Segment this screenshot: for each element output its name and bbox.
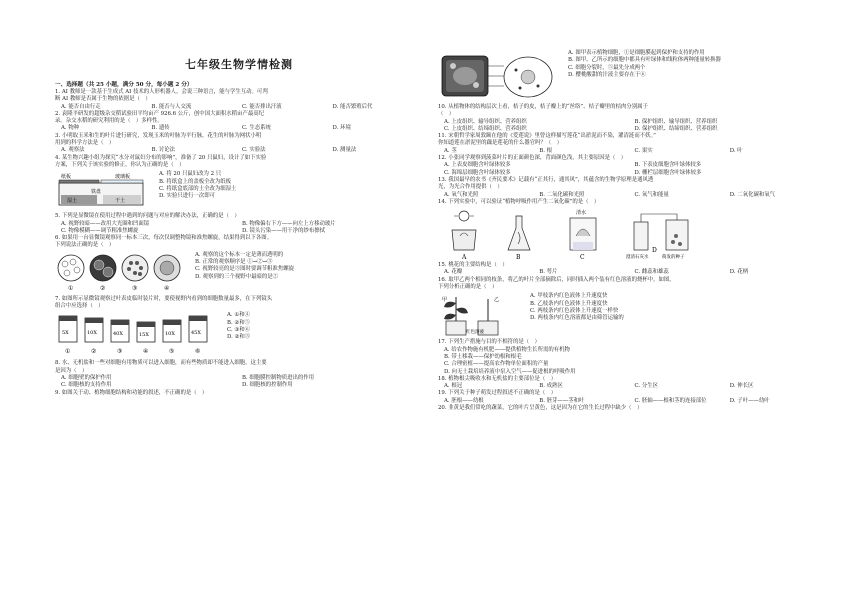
question-10: 10. 从植物体的结构层次上看，桔子的皮，桔子瓣上的“丝络”、桔子瓣里的桔肉分别属于 （ ） (438, 104, 648, 118)
question-17-option-b: B. 带土移栽——保护幼根和根毛 (444, 353, 522, 360)
question-2-options: A. 物种 B. 遗传 C. 生态系统 D. 环境 (61, 125, 351, 132)
question-9-options: A. 图甲表示植物细胞，①是细胞膜起到保护和支持的作用 B. 图甲、乙所示的细胞中都具有叶绿体和线粒体两种能量转换器 C. 细胞分裂时，⑤最先分成两个 D. 樱桃酸甜的汁液主要存在于⑥ (568, 50, 721, 78)
branch-beaker-figure (438, 293, 518, 337)
branch-with-leaves (444, 297, 468, 335)
lens-mag-5: 10X (165, 331, 175, 338)
question-20: 20. 韭黄是我们常吃的蔬菜，它的叶片呈黄色，这是因为在它的生长过程中缺少（ ） (438, 405, 643, 412)
question-5: 5. 下列是显微镜在使用过程中遇到的问题与对应的解决办法，正确的是（ ） (55, 213, 240, 220)
lens-mag-1: 5X (62, 330, 69, 337)
question-6-block (55, 252, 423, 294)
view-3 (122, 255, 148, 281)
question-14: 14. 下列实验中，可以验证“植物呼吸作用产生二氧化碳”的是（ ） (438, 198, 600, 205)
view-label-4: ④ (164, 284, 170, 292)
question-15-options: A. 花瓣 B. 萼片 C. 雌蕊和雄蕊 D. 花柄 (444, 269, 749, 276)
cell-diagram-figure (438, 50, 556, 102)
label-tray: 铁盘 (91, 189, 102, 196)
question-5-options-b: C. 物像模糊——调节粗准焦螺旋 D. 镜头污染——用干净的纱布擦拭 (61, 227, 326, 234)
view-1 (58, 255, 84, 281)
question-13-options: A. 氧气和光照 B. 二氧化碳和光照 C. 氧气和能量 D. 二氧化碳和氧气 (444, 191, 776, 198)
question-7: 7. 如图所示显微镜观察过叶表皮临时装片时，要使视野内看到的细胞数量最多，在下列镜头 组合中应选择（ ） (55, 295, 273, 310)
lens-num-3: ③ (117, 348, 123, 356)
question-12-options-a: A. 上表皮细胞含叶绿体较多 B. 下表皮细胞含叶绿体较多 (444, 162, 702, 169)
view-2 (90, 255, 116, 281)
page-title: 七年级生物学情检测 (185, 58, 293, 71)
question-2: 2. 袁隆平研发的超级杂交稻试验田平均亩产 926.6 公斤，创中国大面积水稻亩产最高纪 录。杂交水稻的研究利用的是（ ）多样性。 (55, 110, 264, 125)
setup-label-a: A (462, 254, 467, 262)
question-4: 4. 某生物兴趣小组为探究“水分对鼠妇分布的影响”，准备了 20 只鼠妇，设计了如下实验 方案，下列关于该实验的修正，你认为正确的是（ ） (55, 154, 267, 168)
label-sprouting-seeds: 萌发的种子 (662, 255, 685, 261)
lens-figure (55, 312, 215, 358)
right-column (438, 48, 825, 412)
lens-num-5: ⑤ (169, 348, 175, 356)
question-4-block (55, 171, 423, 211)
setup-label-c: C (580, 254, 585, 262)
question-17-option-d: D. 向无土栽培培养液中泵入空气——促进根的呼吸作用 (444, 368, 576, 375)
question-12-options-b: C. 海绵层细胞含叶绿体较多 D. 栅栏层细胞含叶绿体较多 (444, 169, 702, 176)
question-6: 6. 如果用一台显微镜观察同一标本三次，每次仅调整物镜和准焦螺旋，结果得到以下各图。 下列说法正确的是（ ） (55, 235, 273, 249)
view-label-3: ③ (132, 284, 138, 292)
question-10-options-a: A. 上皮组织、输导组织、营养组织 B. 保护组织、输导组织、营养组织 (444, 118, 718, 125)
question-17-option-a: A. 给农作物施有机肥——提供植物生长所需的有机物 (444, 346, 570, 353)
microscope-views-figure (55, 252, 183, 294)
label-paperboard: 纸板 (61, 174, 72, 181)
label-glass: 玻璃板 (115, 174, 131, 181)
setup-label-d: D (652, 247, 657, 255)
view-label-1: ① (68, 284, 74, 292)
plant-cell (442, 56, 488, 96)
question-6-options: A. 观察的这个标本一定是薄而透明的 B. 正常的观察顺序是 ①→②→③ C. 视野较亮的是③图时要调节粗准焦螺旋 D. 观察到的三个视野中最暗的是② (195, 251, 295, 280)
label-dry-soil: 干土 (115, 198, 126, 205)
question-11: 11. 宋朝哲学家周敦颐在他的《爱莲说》里曾这样描写莲花“出淤泥而不染，濯清涟而不妖。” 你知道莲在淤泥里的藕是莲花的什么器官吗？（ ） (438, 133, 656, 147)
question-11-options: A. 茎 B. 根 C. 果实 D. 叶 (444, 147, 743, 154)
question-16-block (438, 293, 825, 337)
label-yi: 乙 (494, 297, 500, 304)
question-4-options: A. 将 20 只鼠妇改为 2 只 B. 将纸盒上的盖板全改为纸板 C. 将纸盒底部的土全改为细湿土 D. 实验只进行一次即可 (159, 171, 237, 200)
question-16: 16. 取甲乙两个相同的枝条，将乙的叶片全部摘除后，同时插入两个装有红色溶液的烧杯中，如图， 下列分析正确的是（ ） (438, 276, 675, 291)
setup-c (570, 209, 596, 250)
woodlouse-experiment-figure (55, 171, 147, 211)
question-10-options-b: C. 上皮组织、结缔组织、营养组织 D. 保护组织、结缔组织、营养组织 (444, 125, 718, 132)
question-15: 15. 桃花的主要结构是（ ） (438, 262, 508, 269)
setup-a (452, 211, 476, 250)
lens-mag-6: 45X (191, 330, 201, 337)
section-heading: 一、选择题（共 25 小题，满分 50 分，每小题 2 分） (55, 82, 193, 88)
question-12: 12. 小张同学观察到菠菜叶片的正面颜色深，背面颜色浅，其主要原因是（ ） (438, 155, 627, 162)
question-7-block (55, 312, 423, 358)
question-9: 9. 如图关于动、植物细胞结构和功能的叙述，不正确的是（ ） (55, 389, 208, 396)
lens-num-1: ① (65, 348, 71, 356)
view-label-2: ② (100, 284, 106, 292)
question-13: 13. 我国最早的农书《齐民要术》记载有“正其行，通其风”，其蕴含的生物学原理是通风透 光，为光合作用提供（ ） (438, 176, 654, 191)
question-1: 1. AI 教师是一款基于生成式 AI 技术的人形机器人，会说三种语言，能与学生互动。可判 断 AI 教师是否属于生物的依据是（ ） (55, 89, 268, 103)
lens-mag-3: 40X (113, 331, 123, 338)
label-red-solution: 红色溶液 (466, 330, 484, 336)
view-4 (154, 255, 180, 281)
question-17: 17. 下列生产措施与目的不相符的是（ ） (438, 339, 540, 346)
question-3: 3. 小明取玉米和生的叶片进行研究，发现玉米的叶脉为平行脉，花生的叶脉为网状小明 用到的科学方法是（ ） (55, 132, 262, 147)
question-7-options: A. ①和④ B. ②和⑤ C. ③和⑥ D. ②和③ (227, 312, 251, 341)
question-19: 19. 下列关于种子萌发过程叙述不正确的是（ ） (438, 390, 557, 397)
question-5-options-a: A. 视野较暗——改用大光圈和凹面镜 B. 物像偏右下方——向左上方移动玻片 (61, 220, 336, 227)
lens-6 (189, 316, 207, 342)
label-wet-soil: 湿土 (67, 198, 78, 205)
respiration-experiments-figure (438, 206, 819, 262)
question-8: 8. 水、无机盐和一些对细胞有用物质可以进入细胞，而有些物质却不能进入细胞，这主要 是因为（ ） (55, 360, 267, 374)
lens-num-4: ④ (143, 348, 149, 356)
animal-cell (504, 57, 552, 97)
question-9-block (438, 50, 825, 102)
question-8-options-b: C. 细胞核的支持作用 D. 细胞核的控制作用 (61, 382, 293, 389)
question-19-options: A. 胚根——幼根 B. 胚芽——茎和叶 C. 胚轴——根和茎的连接部位 D. 子叶——幼叶 (444, 397, 770, 404)
question-17-option-c: C. 合理密植——提高农作物单位面积的产量 (444, 361, 549, 368)
left-column (55, 48, 423, 397)
setup-d (626, 214, 688, 260)
label-water: 清水 (576, 210, 587, 217)
setup-b (508, 216, 530, 250)
lens-mag-2: 10X (87, 330, 97, 337)
lens-mag-4: 15X (139, 332, 149, 339)
exam-sheet (55, 48, 825, 560)
question-8-options-a: A. 细胞壁的保护作用 B. 细胞膜控制物质进出的作用 (61, 374, 315, 381)
label-jia: 甲 (442, 297, 448, 304)
question-3-options: A. 观察法 B. 讨论法 C. 实验法 D. 测量法 (61, 147, 357, 154)
lens-num-2: ② (91, 348, 97, 356)
question-16-options: A. 甲枝条内红色液体上升速度快 B. 乙枝条内红色液体上升速度快 C. 两枝条内红色液体上升速度一样快 D. 两枝条内红色溶液都是由筛管运输的 (530, 293, 624, 322)
lens-1 (59, 316, 77, 342)
lens-num-6: ⑥ (195, 348, 201, 356)
label-limewater: 澄清石灰水 (626, 255, 649, 261)
question-1-options: A. 能否自由行走 B. 能否与人交流 C. 能否排出汗液 D. 能否繁殖后代 (61, 103, 373, 110)
setup-label-b: B (516, 254, 521, 262)
question-18: 18. 植物根尖吸收水和无机盐的主要部位是（ ） (438, 375, 557, 382)
question-18-options: A. 根冠 B. 成熟区 C. 分生区 D. 伸长区 (444, 383, 754, 390)
